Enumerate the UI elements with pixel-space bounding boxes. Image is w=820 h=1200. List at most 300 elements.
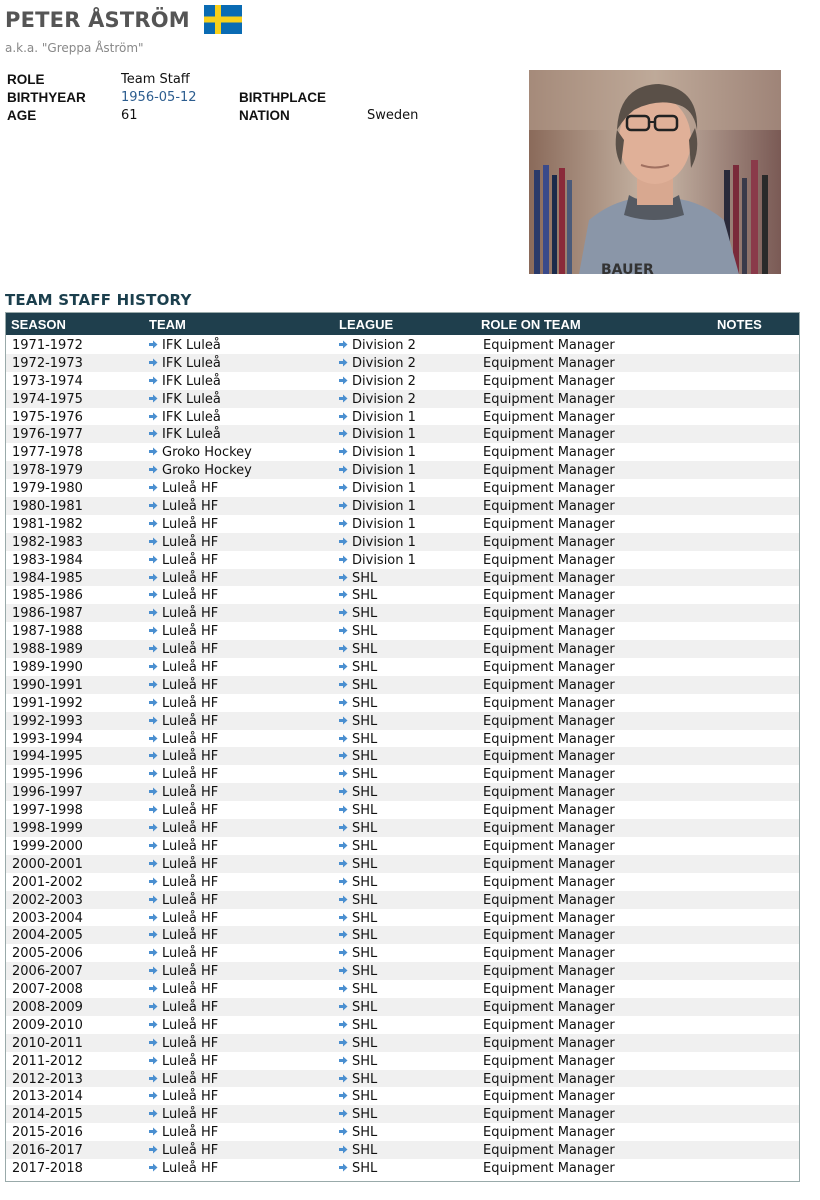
league-link[interactable] [339,1018,377,1033]
season-cell: 1997-1998 [12,803,83,819]
role-cell: Equipment Manager [483,355,615,371]
league-name: Division 1 [352,463,416,479]
league-link[interactable] [339,785,377,800]
table-row [6,443,799,461]
arrow-right-icon [339,394,348,403]
team-link[interactable] [149,839,218,854]
column-notes[interactable]: NOTES [717,317,762,332]
role-cell: Equipment Manager [483,1160,615,1176]
role-cell: Equipment Manager [483,642,615,658]
role-cell: Equipment Manager [483,803,615,819]
arrow-right-icon [149,966,158,975]
table-row [6,1123,799,1141]
league-link[interactable] [339,982,377,997]
league-link[interactable] [339,463,416,478]
arrow-right-icon [149,787,158,796]
role-cell: Equipment Manager [483,1125,615,1141]
season-cell: 1977-1978 [12,445,83,461]
season-cell: 1986-1987 [12,606,83,622]
league-name: SHL [352,928,378,944]
league-link[interactable] [339,875,377,890]
league-link[interactable] [339,535,416,550]
team-link[interactable] [149,1072,218,1087]
arrow-right-icon [149,1091,158,1100]
team-link[interactable] [149,1161,218,1176]
team-link[interactable] [149,749,218,764]
league-name: SHL [352,749,378,765]
team-name: Luleå HF [162,713,219,729]
arrow-right-icon [339,716,348,725]
arrow-right-icon [339,1163,348,1172]
arrow-right-icon [339,680,348,689]
season-cell: 2005-2006 [12,946,83,962]
arrow-right-icon [339,608,348,617]
league-link[interactable] [339,1054,377,1069]
team-name: Luleå HF [162,677,219,693]
table-row [6,354,799,372]
team-link[interactable] [149,427,221,442]
team-link[interactable] [149,1143,218,1158]
team-name: Luleå HF [162,874,219,890]
league-link[interactable] [339,839,377,854]
league-name: SHL [352,821,378,837]
arrow-right-icon [339,913,348,922]
season-cell: 2013-2014 [12,1089,83,1105]
arrow-right-icon [339,644,348,653]
arrow-right-icon [149,1074,158,1083]
arrow-right-icon [149,859,158,868]
column-team[interactable]: TEAM [149,317,186,332]
season-cell: 2009-2010 [12,1017,83,1033]
team-link[interactable] [149,642,218,657]
arrow-right-icon [339,966,348,975]
column-league[interactable]: LEAGUE [339,317,394,332]
team-link[interactable] [149,392,221,407]
role-cell: Equipment Manager [483,409,615,425]
team-name: Luleå HF [162,1107,219,1123]
league-name: SHL [352,731,378,747]
team-link[interactable] [149,678,218,693]
league-link[interactable] [339,1072,377,1087]
role-cell: Equipment Manager [483,838,615,854]
league-name: SHL [352,588,378,604]
table-row [6,1159,799,1177]
team-name: Luleå HF [162,516,219,532]
arrow-right-icon [339,895,348,904]
season-cell: 2003-2004 [12,910,83,926]
arrow-right-icon [339,429,348,438]
league-name: SHL [352,1035,378,1051]
table-row [6,408,799,426]
table-row [6,676,799,694]
team-name: IFK Luleå [162,373,221,389]
team-name: Luleå HF [162,749,219,765]
team-link[interactable] [149,714,218,729]
league-link[interactable] [339,964,377,979]
arrow-right-icon [339,376,348,385]
table-row [6,425,799,443]
table-row [6,640,799,658]
league-link[interactable] [339,517,416,532]
league-name: SHL [352,624,378,640]
league-link[interactable] [339,857,377,872]
role-cell: Equipment Manager [483,874,615,890]
arrow-right-icon [339,948,348,957]
team-link[interactable] [149,463,252,478]
table-row [6,336,799,354]
arrow-right-icon [149,626,158,635]
season-cell: 2006-2007 [12,964,83,980]
team-link[interactable] [149,660,218,675]
column-role[interactable]: ROLE ON TEAM [481,317,581,332]
season-cell: 1983-1984 [12,552,83,568]
team-name: Luleå HF [162,785,219,801]
team-link[interactable] [149,410,221,425]
arrow-right-icon [339,751,348,760]
team-name: Groko Hockey [162,445,252,461]
team-name: Luleå HF [162,499,219,515]
team-link[interactable] [149,767,218,782]
table-row [6,569,799,587]
season-cell: 1994-1995 [12,749,83,765]
league-link[interactable] [339,624,377,639]
arrow-right-icon [149,716,158,725]
season-cell: 1971-1972 [12,338,83,353]
league-name: SHL [352,910,378,926]
arrow-right-icon [339,1109,348,1118]
svg-text:BAUER: BAUER [601,262,654,274]
season-cell: 1982-1983 [12,534,83,550]
arrow-right-icon [149,769,158,778]
league-link[interactable] [339,1000,377,1015]
team-link[interactable] [149,893,218,908]
team-link[interactable] [149,445,252,460]
team-link[interactable] [149,588,218,603]
role-cell: Equipment Manager [483,1017,615,1033]
team-link[interactable] [149,624,218,639]
table-row [6,461,799,479]
arrow-right-icon [339,1002,348,1011]
team-name: Luleå HF [162,1143,219,1159]
league-link[interactable] [339,911,377,926]
table-row [6,1105,799,1123]
arrow-right-icon [149,1109,158,1118]
table-row [6,712,799,730]
arrow-right-icon [339,501,348,510]
league-link[interactable] [339,410,416,425]
league-link[interactable] [339,588,377,603]
team-link[interactable] [149,606,218,621]
birthyear-link[interactable]: 1956-05-12 [121,90,197,105]
table-row [6,891,799,909]
team-link[interactable] [149,911,218,926]
team-link[interactable] [149,1018,218,1033]
league-link[interactable] [339,499,416,514]
league-name: SHL [352,1071,378,1087]
arrow-right-icon [149,1127,158,1136]
league-link[interactable] [339,481,416,496]
table-row [6,604,799,622]
league-name: SHL [352,570,378,586]
league-name: SHL [352,946,378,962]
league-link[interactable] [339,1107,377,1122]
season-cell: 1975-1976 [12,409,83,425]
arrow-right-icon [149,680,158,689]
role-cell: Equipment Manager [483,928,615,944]
season-cell: 1985-1986 [12,588,83,604]
team-name: Luleå HF [162,1125,219,1141]
table-row [6,962,799,980]
season-cell: 2012-2013 [12,1071,83,1087]
role-cell: Equipment Manager [483,391,615,407]
team-link[interactable] [149,732,218,747]
role-cell: Equipment Manager [483,463,615,479]
arrow-right-icon [149,877,158,886]
league-name: Division 1 [352,409,416,425]
role-cell: Equipment Manager [483,1089,615,1105]
table-row [6,533,799,551]
role-cell: Equipment Manager [483,982,615,998]
league-name: SHL [352,982,378,998]
column-season[interactable]: SEASON [11,317,66,332]
league-link[interactable] [339,660,377,675]
team-name: Luleå HF [162,821,219,837]
team-name: Luleå HF [162,1053,219,1069]
arrow-right-icon [339,841,348,850]
team-name: Luleå HF [162,946,219,962]
arrow-right-icon [149,1163,158,1172]
league-link[interactable] [339,445,416,460]
league-name: SHL [352,803,378,819]
team-link[interactable] [149,803,218,818]
role-cell: Equipment Manager [483,516,615,532]
league-link[interactable] [339,714,377,729]
arrow-right-icon [149,590,158,599]
arrow-right-icon [149,358,158,367]
table-row [6,694,799,712]
table-row [6,855,799,873]
team-link[interactable] [149,1000,218,1015]
table-row [6,479,799,497]
table-row [6,837,799,855]
role-cell: Equipment Manager [483,534,615,550]
team-link[interactable] [149,821,218,836]
league-link[interactable] [339,893,377,908]
league-link[interactable] [339,696,377,711]
league-link[interactable] [339,427,416,442]
league-link[interactable] [339,1161,377,1176]
table-row [6,497,799,515]
team-link[interactable] [149,1089,218,1104]
season-cell: 1989-1990 [12,660,83,676]
role-cell: Equipment Manager [483,677,615,693]
league-link[interactable] [339,1089,377,1104]
season-cell: 1990-1991 [12,677,83,693]
league-name: SHL [352,856,378,872]
role-cell: Equipment Manager [483,499,615,515]
league-link[interactable] [339,1125,377,1140]
league-link[interactable] [339,1036,377,1051]
arrow-right-icon [339,1091,348,1100]
arrow-right-icon [339,1145,348,1154]
league-link[interactable] [339,356,416,371]
table-row [6,586,799,604]
team-link[interactable] [149,928,218,943]
nation-value: Sweden [367,108,419,123]
team-link[interactable] [149,1036,218,1051]
role-cell: Equipment Manager [483,338,615,353]
season-cell: 2011-2012 [12,1053,83,1069]
arrow-right-icon [149,805,158,814]
team-name: Groko Hockey [162,463,252,479]
arrow-right-icon [149,519,158,528]
league-name: SHL [352,1053,378,1069]
table-row [6,909,799,927]
league-link[interactable] [339,821,377,836]
league-link[interactable] [339,642,377,657]
league-link[interactable] [339,803,377,818]
team-link[interactable] [149,857,218,872]
season-cell: 2002-2003 [12,892,83,908]
team-name: Luleå HF [162,1017,219,1033]
team-link[interactable] [149,356,221,371]
team-link[interactable] [149,946,218,961]
team-link[interactable] [149,374,221,389]
team-link[interactable] [149,982,218,997]
table-row [6,998,799,1016]
league-link[interactable] [339,732,377,747]
team-link[interactable] [149,481,218,496]
league-name: SHL [352,785,378,801]
season-cell: 2017-2018 [12,1160,83,1176]
league-name: Division 1 [352,427,416,443]
role-cell: Equipment Manager [483,373,615,389]
role-cell: Equipment Manager [483,695,615,711]
table-row [6,944,799,962]
role-cell: Equipment Manager [483,1035,615,1051]
table-body [6,336,799,1177]
team-link[interactable] [149,499,218,514]
team-link[interactable] [149,338,221,353]
league-name: SHL [352,999,378,1015]
role-cell: Equipment Manager [483,910,615,926]
league-name: SHL [352,1017,378,1033]
league-name: SHL [352,695,378,711]
team-name: Luleå HF [162,982,219,998]
arrow-right-icon [149,501,158,510]
league-link[interactable] [339,749,377,764]
league-link[interactable] [339,1143,377,1158]
league-name: Division 2 [352,338,416,353]
arrow-right-icon [339,787,348,796]
table-row [6,1087,799,1105]
team-link[interactable] [149,553,218,568]
team-link[interactable] [149,1107,218,1122]
team-link[interactable] [149,1054,218,1069]
season-cell: 1991-1992 [12,695,83,711]
team-name: IFK Luleå [162,355,221,371]
season-cell: 2007-2008 [12,982,83,998]
arrow-right-icon [149,555,158,564]
league-link[interactable] [339,767,377,782]
role-cell: Equipment Manager [483,1053,615,1069]
arrow-right-icon [149,573,158,582]
league-link[interactable] [339,606,377,621]
league-name: Division 2 [352,355,416,371]
season-cell: 2004-2005 [12,928,83,944]
league-link[interactable] [339,571,377,586]
arrow-right-icon [339,1127,348,1136]
league-name: Division 1 [352,499,416,515]
team-link[interactable] [149,571,218,586]
team-name: IFK Luleå [162,338,221,353]
team-name: Luleå HF [162,642,219,658]
role-value: Team Staff [121,72,190,87]
league-link[interactable] [339,678,377,693]
arrow-right-icon [339,626,348,635]
team-link[interactable] [149,964,218,979]
team-name: IFK Luleå [162,409,221,425]
team-link[interactable] [149,785,218,800]
role-cell: Equipment Manager [483,999,615,1015]
arrow-right-icon [339,1038,348,1047]
team-link[interactable] [149,535,218,550]
season-cell: 1992-1993 [12,713,83,729]
league-link[interactable] [339,553,416,568]
team-link[interactable] [149,517,218,532]
arrow-right-icon [339,1074,348,1083]
team-name: Luleå HF [162,606,219,622]
season-cell: 2000-2001 [12,856,83,872]
team-link[interactable] [149,696,218,711]
league-name: SHL [352,660,378,676]
season-cell: 1998-1999 [12,821,83,837]
player-name: PETER ÅSTRÖM [5,7,190,32]
league-link[interactable] [339,374,416,389]
role-cell: Equipment Manager [483,624,615,640]
arrow-right-icon [149,394,158,403]
team-link[interactable] [149,875,218,890]
team-name: Luleå HF [162,552,219,568]
arrow-right-icon [149,447,158,456]
league-link[interactable] [339,928,377,943]
role-cell: Equipment Manager [483,946,615,962]
history-title: TEAM STAFF HISTORY [5,291,192,309]
role-cell: Equipment Manager [483,552,615,568]
team-name: IFK Luleå [162,391,221,407]
role-cell: Equipment Manager [483,1143,615,1159]
league-link[interactable] [339,338,416,353]
arrow-right-icon [339,984,348,993]
league-name: SHL [352,892,378,908]
arrow-right-icon [149,1002,158,1011]
arrow-right-icon [149,1145,158,1154]
arrow-right-icon [339,573,348,582]
role-cell: Equipment Manager [483,606,615,622]
team-link[interactable] [149,1125,218,1140]
league-name: SHL [352,1143,378,1159]
team-name: Luleå HF [162,570,219,586]
league-link[interactable] [339,946,377,961]
table-row [6,819,799,837]
league-name: Division 2 [352,373,416,389]
league-link[interactable] [339,392,416,407]
team-name: Luleå HF [162,1089,219,1105]
birthplace-label: BIRTHPLACE [239,90,326,105]
role-cell: Equipment Manager [483,856,615,872]
arrow-right-icon [149,1020,158,1029]
arrow-right-icon [339,930,348,939]
